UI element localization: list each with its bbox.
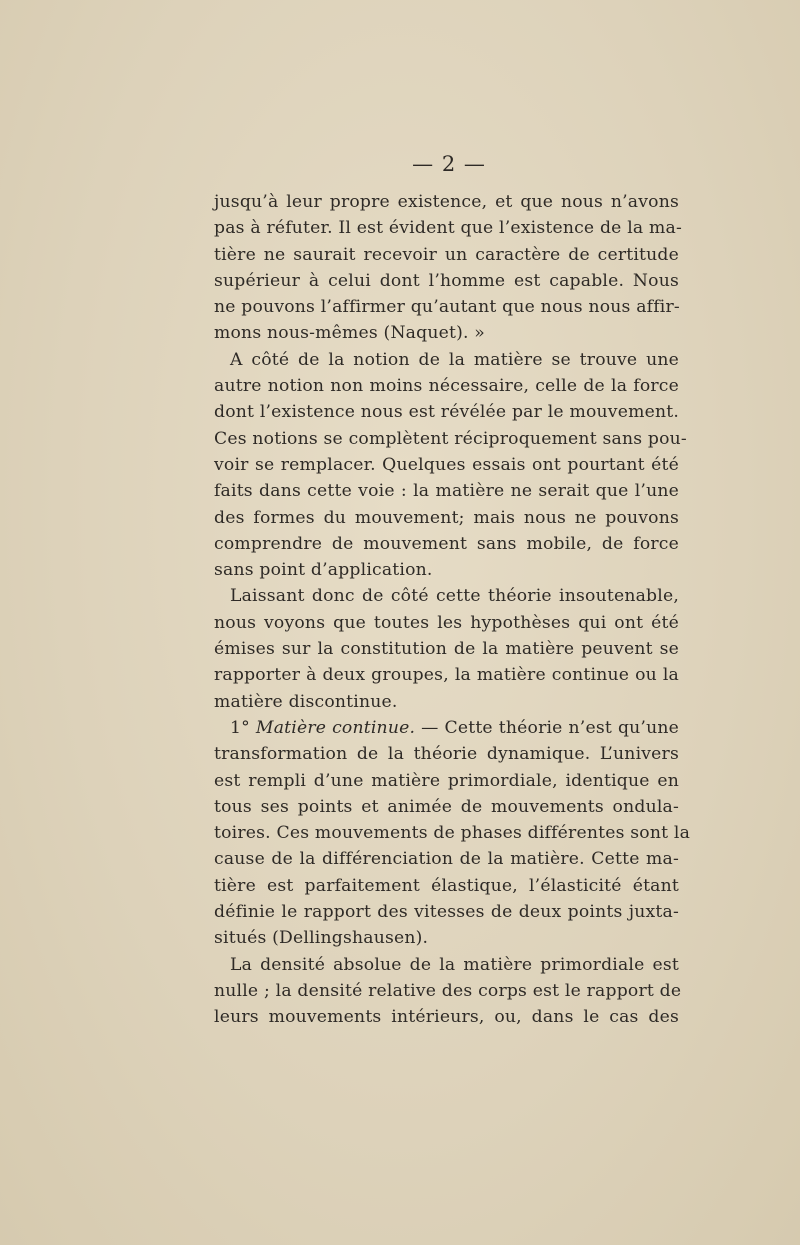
text-line: est rempli d’une matière primordiale, identique en <box>214 770 679 791</box>
text-line: jusqu’à leur propre existence, et que nous n’avons <box>214 192 679 212</box>
text-line: situés (Dellingshausen). <box>214 928 429 949</box>
text-line: nous voyons que toutes les hypothèses qui ont été <box>214 612 679 633</box>
text-line: voir se remplacer. Quelques essais ont pourtant été <box>214 454 679 475</box>
text-line: autre notion non moins nécessaire, celle de la force <box>214 376 679 397</box>
text-line: nulle ; la densité relative des corps est le rapport de <box>214 980 682 1001</box>
text-line: comprendre de mouvement sans mobile, de force <box>214 533 679 554</box>
text-line: pas à réfuter. Il est évident que l’existence de la ma- <box>214 218 682 239</box>
text-line: cause de la différenciation de la matière. Cette ma- <box>214 849 679 870</box>
text-line: des formes du mouvement; mais nous ne pouvons <box>214 507 679 528</box>
text-line: dont l’existence nous est révélée par le mouvement. <box>214 402 679 423</box>
text-line: tous ses points et animée de mouvements ondula- <box>214 796 679 817</box>
text-line: rapporter à deux groupes, la matière continue ou la <box>214 665 679 686</box>
text-line: supérieur à celui dont l’homme est capable. Nous <box>214 270 679 291</box>
text-line: Laissant donc de côté cette théorie insoutenable, <box>230 586 679 607</box>
text-line: La densité absolue de la matière primordiale est <box>230 954 679 975</box>
text-line: tière ne saurait recevoir un caractère de certitude <box>214 244 679 265</box>
text-line: leurs mouvements intérieurs, ou, dans le cas des <box>214 1007 679 1028</box>
text-line: émises sur la constitution de la matière peuvent se <box>214 639 679 660</box>
text-line: faits dans cette voie : la matière ne serait que l’une <box>214 481 679 502</box>
body-text <box>214 189 691 1031</box>
section-heading-rest: — Cette théorie n’est qu’une <box>421 717 679 738</box>
text-line: sans point d’application. <box>214 560 433 581</box>
section-number: 1° <box>230 717 250 738</box>
text-line: Ces notions se complètent réciproquement sans pou- <box>214 428 687 449</box>
text-line: définie le rapport des vitesses de deux points juxta- <box>214 902 679 923</box>
text-line: toires. Ces mouvements de phases différentes sont la <box>214 823 691 844</box>
section-title: Matière continue. <box>255 717 416 738</box>
text-line: mons nous-mêmes (Naquet). » <box>214 323 486 344</box>
text-line: ne pouvons l’affirmer qu’autant que nous nous affir- <box>214 297 680 318</box>
text-line: matière discontinue. <box>214 691 398 712</box>
text-line: transformation de la théorie dynamique. L’univers <box>214 744 679 765</box>
page-number: — 2 — <box>412 152 486 176</box>
text-line: A côté de la notion de la matière se trouve une <box>230 349 679 370</box>
text-line: tière est parfaitement élastique, l’élasticité étant <box>214 875 679 896</box>
section-heading-line <box>214 715 679 741</box>
